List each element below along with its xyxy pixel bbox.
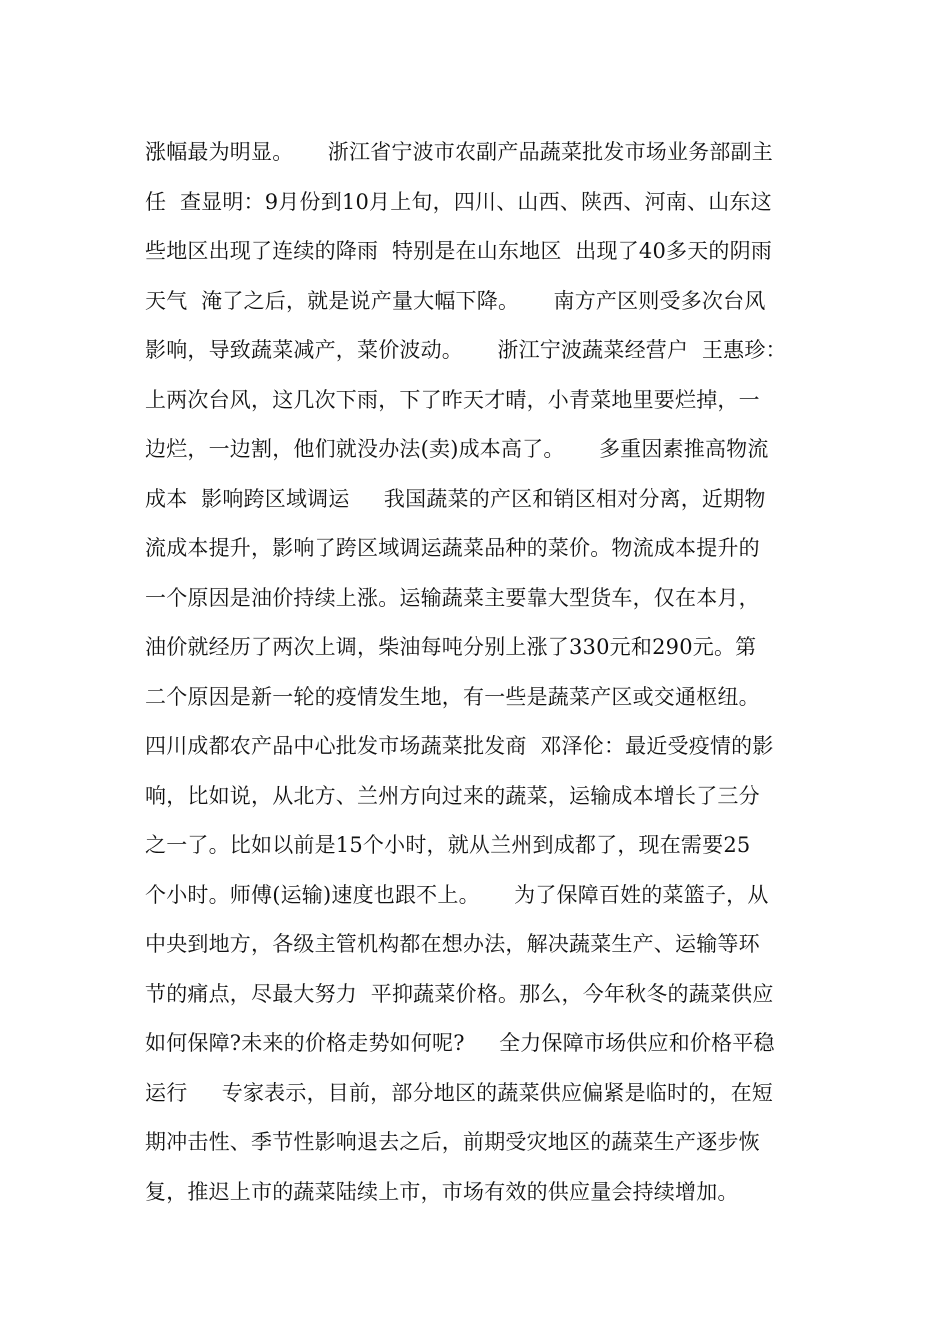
body-text: [145, 128, 820, 1217]
text-line: 个小时。师傅(运输)速度也跟不上。 为了保障百姓的菜篮子，从: [145, 882, 769, 907]
text-line: 天气 淹了之后，就是说产量大幅下降。 南方产区则受多次台风: [145, 288, 766, 313]
text-line: 任 查显明：9月份到10月上旬，四川、山西、陕西、河南、山东这: [145, 189, 772, 214]
text-line: 二个原因是新一轮的疫情发生地，有一些是蔬菜产区或交通枢纽。: [145, 684, 760, 709]
text-line: 上两次台风，这几次下雨，下了昨天才晴，小青菜地里要烂掉，一: [145, 387, 760, 412]
text-line: 油价就经历了两次上调，柴油每吨分别上涨了330元和290元。第: [145, 635, 757, 659]
text-line: 影响，导致蔬菜减产，菜价波动。 浙江宁波蔬菜经营户 王惠珍：: [145, 338, 787, 362]
text-line: 节的痛点，尽最大努力 平抑蔬菜价格。那么，今年秋冬的蔬菜供应: [145, 981, 774, 1006]
text-line: 流成本提升，影响了跨区域调运蔬菜品种的菜价。物流成本提升的: [145, 536, 760, 560]
text-line: 期冲击性、季节性影响退去之后，前期受灾地区的蔬菜生产逐步恢: [145, 1130, 760, 1154]
text-line: 响，比如说，从北方、兰州方向过来的蔬菜，运输成本增长了三分: [145, 783, 760, 808]
text-line: 成本 影响跨区域调运 我国蔬菜的产区和销区相对分离，近期物: [145, 486, 766, 511]
text-line: 一个原因是油价持续上涨。运输蔬菜主要靠大型货车，仅在本月，: [145, 585, 760, 610]
text-line: 中央到地方，各级主管机构都在想办法，解决蔬菜生产、运输等环: [145, 932, 760, 956]
text-line: 四川成都农产品中心批发市场蔬菜批发商 邓泽伦：最近受疫情的影: [145, 734, 774, 758]
text-line: 如何保障?未来的价格走势如何呢? 全力保障市场供应和价格平稳: [145, 1031, 775, 1055]
text-line: 复，推迟上市的蔬菜陆续上市，市场有效的供应量会持续增加。: [145, 1179, 739, 1204]
text-line: 之一了。比如以前是15个小时，就从兰州到成都了，现在需要25: [145, 833, 751, 857]
text-line: 边烂，一边割，他们就没办法(卖)成本高了。 多重因素推高物流: [145, 437, 769, 461]
text-line: 些地区出现了连续的降雨 特别是在山东地区 出现了40多天的阴雨: [145, 239, 773, 263]
text-line: 涨幅最为明显。 浙江省宁波市农副产品蔬菜批发市场业务部副主: [145, 140, 773, 164]
text-line: 运行 专家表示，目前，部分地区的蔬菜供应偏紧是临时的，在短: [145, 1080, 773, 1105]
